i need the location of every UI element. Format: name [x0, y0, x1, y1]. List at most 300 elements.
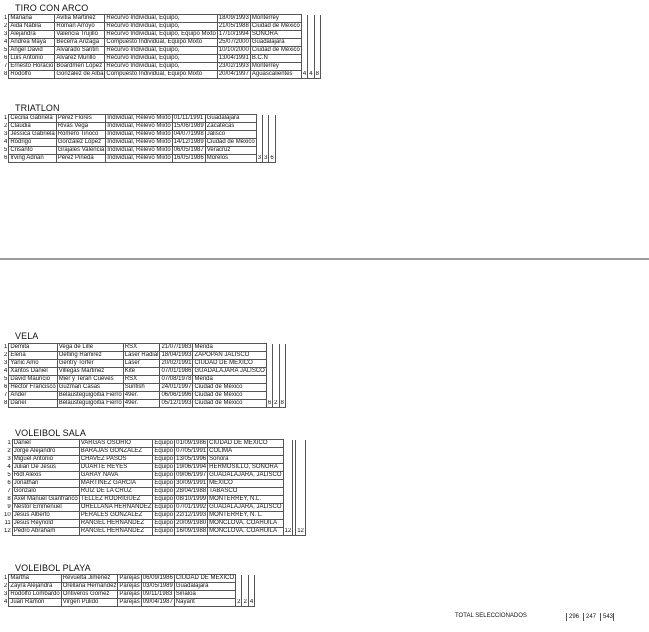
- hometown: Guadalajara: [174, 583, 235, 591]
- birth-date: 06/06/1996: [161, 392, 192, 398]
- athlete-surname: MARTINEZ GARCIA: [79, 480, 153, 488]
- row-number: 7: [7, 488, 11, 494]
- section-total: 4: [249, 598, 254, 605]
- row-number: 11: [4, 520, 11, 526]
- birth-date: 05/12/1993: [161, 400, 192, 406]
- hometown: Sonora: [208, 456, 283, 464]
- athlete-surname: Gentry Torfer: [57, 360, 123, 368]
- birth-date: 01/11/1991: [173, 115, 204, 121]
- total-cell: [279, 352, 285, 360]
- row-number: 6: [4, 155, 8, 161]
- section-total: 6: [267, 399, 272, 406]
- birth-date: 24/01/1997: [161, 384, 192, 390]
- athlete-surname: Guzman Casas: [57, 384, 123, 392]
- athlete-name: Daniel: [12, 440, 79, 448]
- athlete-surname: González López: [56, 139, 106, 147]
- page-divider: [0, 258, 649, 260]
- hometown: CIUDAD DE MEXICO: [193, 360, 266, 368]
- section-total: 8: [280, 399, 284, 406]
- athlete-name: Jessica Gabriela: [10, 131, 55, 137]
- row-number: 1: [4, 15, 8, 21]
- hometown: GUADALAJARA JALISCO: [194, 368, 265, 374]
- event-modality: Equipo: [154, 496, 174, 502]
- row-number: 4: [4, 368, 8, 374]
- section-total: 3: [264, 154, 268, 161]
- row-number: 1: [4, 575, 8, 581]
- athlete-surname: PERALES GONZALEZ: [79, 512, 153, 520]
- table-row: [3, 599, 255, 607]
- athlete-surname: González de Alba: [56, 71, 104, 77]
- hometown: Morelos: [205, 155, 256, 163]
- row-number: 8: [7, 496, 11, 502]
- birth-date: 16/05/1986: [173, 155, 204, 161]
- table-row: [3, 520, 305, 528]
- section-total: 8: [315, 70, 319, 77]
- section-total: 3: [257, 154, 262, 161]
- total-cell: [314, 63, 320, 71]
- event-modality: Compuesto Individual, Equipo Mixto: [105, 71, 217, 79]
- event-modality: Individual, Relevo Mixto: [107, 147, 171, 153]
- athlete-surname: RANGEL HERNANDEZ: [79, 528, 153, 536]
- table-row: [3, 71, 320, 79]
- table-row: [3, 464, 305, 472]
- table-row: [3, 472, 305, 480]
- athlete-surname: Ontiveros Gómez: [61, 591, 118, 599]
- birth-date: 09/06/1997: [176, 472, 207, 478]
- row-number: 3: [4, 360, 8, 366]
- table-row: [3, 480, 305, 488]
- athlete-surname: Pérez Pineda: [56, 155, 106, 163]
- hometown: COLIMA: [208, 448, 283, 456]
- table-row: [3, 528, 305, 536]
- athlete-surname: Virgen Pulido: [61, 599, 118, 607]
- birth-date: 14/12/1989: [173, 139, 204, 145]
- table-row: [3, 39, 320, 47]
- hometown: Jalisco: [205, 131, 256, 139]
- birth-date: 17/10/1994: [218, 31, 249, 37]
- hometown: Monterrey: [250, 15, 301, 23]
- event-modality: Equipo: [154, 448, 174, 454]
- row-number: 1: [4, 344, 8, 350]
- row-number: 3: [4, 131, 8, 137]
- event-modality: Sunfish: [123, 384, 160, 392]
- event-modality: Individual, Relevo Mixto: [107, 123, 171, 129]
- total-cell: [314, 31, 320, 39]
- table-row: [3, 591, 255, 599]
- total-cell: [296, 504, 306, 512]
- table-row: [3, 115, 275, 123]
- athlete-name: Axel Manuel Gianfranco: [13, 496, 78, 502]
- total-cell: [296, 520, 306, 528]
- total-cell: [296, 512, 306, 520]
- document-page-1: [0, 0, 649, 256]
- table-row: [3, 63, 320, 71]
- table-row: [3, 368, 285, 376]
- total-cell: [296, 480, 306, 488]
- row-number: 3: [4, 31, 8, 37]
- athlete-surname: Revuelta Jiménez: [61, 575, 118, 583]
- total-cell: [269, 139, 275, 147]
- athlete-surname: DUARTE REYES: [79, 464, 153, 472]
- event-modality: Kite: [123, 368, 160, 376]
- athlete-name: Irving Adrian: [9, 155, 56, 163]
- athlete-surname: RANGEL HERNANDEZ: [79, 520, 153, 528]
- event-modality: Equipo: [154, 472, 174, 478]
- row-number: 5: [7, 472, 11, 478]
- birth-date: 09/11/1983: [142, 591, 173, 597]
- hometown: Monterrey: [250, 63, 301, 71]
- total-cell: [279, 392, 285, 400]
- table-row: [3, 15, 320, 23]
- hometown: Merida: [193, 344, 266, 352]
- athletes-table: [3, 343, 286, 408]
- athlete-name: Yanic Amo: [9, 360, 57, 368]
- table-row: [3, 352, 285, 360]
- total-cell: [283, 472, 293, 480]
- total-cell: [314, 23, 320, 31]
- row-number: 8: [4, 71, 8, 77]
- row-number: 1: [7, 440, 11, 446]
- hometown: Ciudad de México: [193, 392, 266, 400]
- row-number: 9: [7, 504, 11, 510]
- athlete-name: Gonzalo: [12, 488, 79, 496]
- birth-date: 15/06/1989: [173, 123, 204, 129]
- athlete-name: Demita: [9, 344, 57, 352]
- athletes-table: [3, 574, 255, 607]
- hometown: Ciudad de México: [251, 47, 300, 53]
- hometown: Ciudad de México: [251, 23, 300, 29]
- birth-date: 18/04/1993: [161, 352, 192, 358]
- hometown: Zacatecas: [205, 123, 256, 131]
- athlete-surname: RUIZ DE LA CRUZ: [79, 488, 153, 496]
- table-row: [3, 496, 305, 504]
- birth-date: 03/05/1989: [142, 583, 173, 589]
- hometown: Sinaloa: [174, 591, 235, 599]
- birth-date: 01/09/1986: [176, 440, 207, 446]
- hometown: MONCLOVA, COAHUILA: [208, 520, 283, 528]
- grand-total-value: 247: [583, 613, 596, 621]
- athlete-surname: VARGAS OSORIO: [79, 440, 153, 448]
- event-modality: Recurvo Individual, Equipo,: [105, 15, 217, 23]
- row-number: 2: [4, 352, 8, 358]
- hometown: CIUDAD DE MÉXICO: [175, 575, 235, 581]
- birth-date: 21/05/1988: [218, 23, 249, 29]
- event-modality: Equipo: [154, 528, 174, 534]
- hometown: GUADALAJARA, JALISCO: [209, 504, 282, 510]
- athlete-name: Danel: [9, 400, 57, 408]
- birth-date: 10/10/2000: [218, 47, 249, 53]
- document-page-2: [0, 322, 649, 632]
- birth-date: 07/05/1991: [176, 448, 207, 454]
- hometown: Veracruz: [205, 147, 256, 155]
- event-modality: Equipo: [154, 512, 174, 518]
- athlete-surname: Valencia Trujillo: [55, 31, 105, 39]
- athlete-name: Claudia: [9, 123, 56, 131]
- row-number: 3: [4, 591, 8, 597]
- hometown: Nayarit: [174, 599, 235, 607]
- section-total: 4: [302, 70, 307, 77]
- athlete-name: Jesus Alberto: [12, 512, 79, 520]
- athlete-surname: Boardmen López: [55, 63, 105, 71]
- section-total: 6: [270, 154, 274, 161]
- athlete-surname: Oetling Ramirez: [57, 352, 123, 360]
- athlete-name: Andrea Maya: [9, 39, 55, 47]
- row-number: 2: [4, 23, 8, 29]
- athlete-name: Martha: [9, 575, 61, 583]
- page-gap: [0, 256, 649, 322]
- table-row: [3, 456, 305, 464]
- birth-date: 16/09/1988: [176, 528, 207, 534]
- event-modality: Individual, Relevo Mixto: [107, 155, 171, 161]
- event-modality: Individual, Relevo Mixto: [107, 131, 171, 137]
- event-modality: Equipo: [154, 480, 174, 486]
- athlete-name: Jesus Reynold: [12, 520, 79, 528]
- section-total: 12: [297, 527, 304, 534]
- event-modality: Recurvo Individual, Equipo,: [105, 63, 217, 71]
- total-cell: [283, 488, 293, 496]
- athlete-surname: Roman Arroyo: [55, 23, 105, 31]
- row-number: 2: [7, 448, 11, 454]
- athlete-surname: Belausteguigoitia Fierro: [58, 392, 122, 398]
- total-cell: [296, 496, 306, 504]
- hometown: CIUDAD DE MEXICO: [208, 440, 283, 448]
- event-modality: Equipo: [154, 520, 174, 526]
- section-total: 4: [309, 70, 313, 77]
- athlete-name: Juan Ramón: [9, 599, 61, 607]
- section-title: TRIATLON: [15, 103, 60, 113]
- total-cell: [269, 123, 275, 131]
- table-row: [3, 488, 305, 496]
- total-cell: [296, 464, 306, 472]
- athlete-surname: Rivas Vega: [56, 123, 106, 131]
- athlete-name: Ridl Alexis: [12, 472, 79, 480]
- athlete-name: Ernesto Horacio: [10, 63, 54, 69]
- total-cell: [269, 147, 275, 155]
- section-title: VELA: [15, 331, 39, 341]
- hometown: Ciudad de México: [193, 384, 266, 392]
- athlete-name: Jonathan: [12, 480, 79, 488]
- hometown: Guadalajara: [205, 115, 256, 123]
- total-cell: [248, 575, 254, 583]
- row-number: 2: [4, 583, 8, 589]
- event-modality: 49er.: [123, 392, 160, 400]
- birth-date: 07/08/1978: [161, 376, 192, 382]
- total-cell: [279, 360, 285, 368]
- total-cell: [269, 115, 275, 123]
- table-row: [3, 139, 275, 147]
- section-total: 2: [243, 598, 247, 605]
- table-row: [3, 440, 305, 448]
- event-modality: Parejas: [119, 583, 140, 589]
- total-cell: [314, 39, 320, 47]
- table-row: [3, 344, 285, 352]
- athlete-surname: Becerra Arizaga: [55, 39, 105, 47]
- table-row: [3, 123, 275, 131]
- athlete-surname: GARAY NAVA: [79, 472, 153, 480]
- total-cell: [296, 456, 306, 464]
- athlete-name: Julian De Jesus: [12, 464, 79, 472]
- birth-date: 30/09/1991: [176, 480, 207, 486]
- total-cell: [296, 440, 306, 448]
- event-modality: Recurvo Individual, Equipo,: [105, 23, 217, 31]
- total-cell: [296, 488, 306, 496]
- total-cell: [283, 496, 293, 504]
- row-number: 6: [4, 55, 8, 61]
- row-number: 10: [4, 512, 11, 518]
- athlete-surname: Villegas Martinez: [57, 368, 123, 376]
- event-modality: Equipo: [154, 488, 174, 494]
- table-row: [3, 583, 255, 591]
- athlete-surname: Avitia Martinez: [55, 15, 105, 23]
- event-modality: Recurvo Individual, Equipo,: [105, 47, 217, 55]
- birth-date: 25/07/2000: [218, 39, 249, 45]
- event-modality: Equipo: [154, 504, 174, 510]
- row-number: 4: [4, 139, 8, 145]
- table-row: [3, 155, 275, 163]
- birth-date: 13/04/1991: [218, 55, 249, 61]
- birth-date: 21/07/1983: [161, 344, 192, 350]
- total-cell: [296, 472, 306, 480]
- total-cell: [283, 440, 293, 448]
- birth-date: 22/12/1993: [176, 512, 207, 518]
- athlete-name: Elena: [9, 352, 57, 360]
- section-total: 2: [237, 598, 241, 605]
- total-cell: [283, 504, 293, 512]
- athletes-table: [3, 14, 321, 79]
- birth-date: 06/05/1987: [173, 147, 204, 153]
- hometown: MONTERREY, N. L.: [208, 512, 283, 520]
- athletes-table: [3, 114, 276, 163]
- hometown: MONTERREY, N.L.: [208, 496, 283, 504]
- hometown: Merida: [193, 376, 266, 384]
- row-number: 4: [4, 39, 8, 45]
- athlete-name: Zayra Alejandra: [9, 583, 61, 591]
- event-modality: Laser: [123, 360, 160, 368]
- row-number: 4: [4, 599, 8, 605]
- hometown: SONORA: [250, 31, 301, 39]
- birth-date: 04/07/1998: [173, 131, 204, 137]
- row-number: 7: [4, 63, 8, 69]
- row-number: 4: [7, 464, 11, 470]
- athlete-surname: Belausteguigoitia Fierro: [58, 400, 122, 406]
- row-number: 5: [4, 147, 8, 153]
- event-modality: Equipo: [154, 464, 174, 470]
- birth-date: 09/04/1987: [142, 599, 173, 605]
- table-row: [3, 55, 320, 63]
- athlete-name: Miguel Antonio: [12, 456, 79, 464]
- athlete-surname: BARAJAS GONZALEZ: [79, 448, 153, 456]
- athlete-surname: Orellana Hernández: [62, 583, 117, 589]
- table-row: [3, 147, 275, 155]
- row-number: 5: [4, 376, 8, 382]
- table-row: [3, 360, 285, 368]
- athlete-name: Crisanto: [9, 147, 56, 155]
- hometown: HERMOSILLO, SONORA: [208, 464, 283, 472]
- row-number: 7: [4, 392, 8, 398]
- table-row: [3, 384, 285, 392]
- section-title: VOLEIBOL PLAYA: [15, 563, 91, 573]
- table-row: [3, 512, 305, 520]
- total-cell: [283, 512, 293, 520]
- total-cell: [248, 591, 254, 599]
- birth-date: 20/09/1980: [176, 520, 207, 526]
- hometown: Aguascalientes: [250, 71, 301, 79]
- grand-total-value: 296: [566, 613, 579, 621]
- athlete-name: Ander: [9, 392, 57, 400]
- hometown: Guadalajara: [250, 39, 301, 47]
- birth-date: 19/06/1994: [176, 464, 207, 470]
- table-row: [3, 575, 255, 583]
- section-title: TIRO CON ARCO: [15, 3, 89, 13]
- hometown: TABASCO: [208, 488, 283, 496]
- table-row: [3, 504, 305, 512]
- grand-total-value: 543: [600, 613, 614, 621]
- athletes-table: [3, 439, 306, 536]
- total-cell: [248, 583, 254, 591]
- athlete-name: David Mauricio: [9, 376, 57, 384]
- total-cell: [279, 384, 285, 392]
- event-modality: Laser Radial: [124, 352, 159, 358]
- athlete-surname: Alvarado Santin: [55, 47, 105, 55]
- athlete-name: Jorge Alejandro: [12, 448, 79, 456]
- athlete-name: Héctor Francisco: [10, 384, 56, 390]
- total-cell: [269, 131, 275, 139]
- athlete-name: Xantos Daniel: [9, 368, 57, 376]
- athlete-name: Aida Nabila: [9, 23, 55, 31]
- total-cell: [279, 368, 285, 376]
- row-number: 2: [4, 123, 8, 129]
- athlete-name: Rodolfo: [9, 71, 55, 79]
- birth-date: 20/04/1997: [218, 71, 249, 77]
- hometown: GUADALAJARA, JALISCO: [209, 472, 282, 478]
- event-modality: RSX: [123, 376, 160, 384]
- athlete-name: Mariana: [9, 15, 55, 23]
- athlete-surname: Romero Tinoco: [56, 131, 106, 139]
- athlete-name: Ángel David: [9, 47, 55, 55]
- birth-date: 20/02/1991: [161, 360, 192, 366]
- athlete-name: Nestor Emmenuel: [12, 504, 79, 512]
- row-number: 12: [4, 528, 11, 534]
- athlete-surname: TELLEZ RODRIGUEZ: [79, 496, 153, 504]
- athlete-name: Rodolfo Lombardo: [10, 591, 60, 597]
- event-modality: Recurvo Individual, Equipo, Equipo Mixto: [106, 31, 216, 37]
- birth-date: 23/02/1993: [218, 63, 249, 69]
- event-modality: Compuesto Individual, Equipo Mixto: [105, 39, 217, 47]
- total-cell: [283, 456, 293, 464]
- row-number: 8: [4, 400, 8, 406]
- athlete-name: Rodrigo: [9, 139, 56, 147]
- total-cell: [314, 15, 320, 23]
- birth-date: 18/09/1993: [218, 15, 249, 21]
- table-row: [3, 400, 285, 408]
- table-row: [3, 31, 320, 39]
- row-number: 5: [4, 47, 8, 53]
- athlete-surname: Pérez Flores: [56, 115, 106, 123]
- row-number: 6: [4, 384, 8, 390]
- birth-date: 13/05/1996: [176, 456, 207, 462]
- hometown: MEXICO: [208, 480, 283, 488]
- birth-date: 28/04/1988: [176, 488, 207, 494]
- table-row: [3, 376, 285, 384]
- total-cell: [283, 520, 293, 528]
- total-cell: [296, 448, 306, 456]
- athlete-surname: ORELLANA HERNANDEZ: [80, 504, 152, 510]
- table-row: [3, 448, 305, 456]
- hometown: Ciudad de México: [193, 400, 266, 408]
- athlete-surname: Mier y Teran Cueves: [57, 376, 123, 384]
- table-row: [3, 47, 320, 55]
- row-number: 1: [4, 115, 8, 121]
